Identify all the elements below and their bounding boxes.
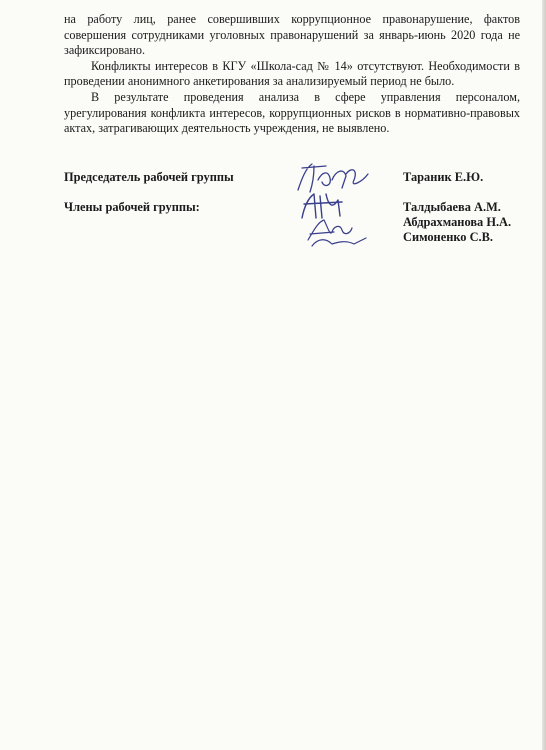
paragraph-1: на работу лиц, ранее совершивших коррупционное правонарушение, фактов совершения сотрудниками уголовных правонарушений за январь-июнь 2020 года не зафиксировано. xyxy=(64,12,520,58)
paragraph-2: Конфликты интересов в КГУ «Школа-сад № 14» отсутствуют. Необходимости в проведении анонимного анкетирования за анализируемый период не было. xyxy=(64,58,520,89)
member-name-3: Симоненко С.В. xyxy=(403,230,494,244)
chairman-name: Тараник Е.Ю. xyxy=(403,170,484,184)
members-signature-2 xyxy=(304,214,372,248)
document-body xyxy=(64,12,520,137)
paragraph-3: В результате проведения анализа в сфере управления персоналом, урегулирования конфликта интересов, коррупционных рисков в нормативно-правовых актах, затрагивающих деятельность учреждения, не выявлено. xyxy=(64,89,520,136)
member-name-1: Талдыбаева А.М. xyxy=(403,200,501,214)
chairman-label: Председатель рабочей группы xyxy=(64,170,234,184)
members-label: Члены рабочей группы: xyxy=(64,200,200,214)
members-names xyxy=(403,200,511,245)
member-name-2: Абдрахманова Н.А. xyxy=(403,215,512,229)
